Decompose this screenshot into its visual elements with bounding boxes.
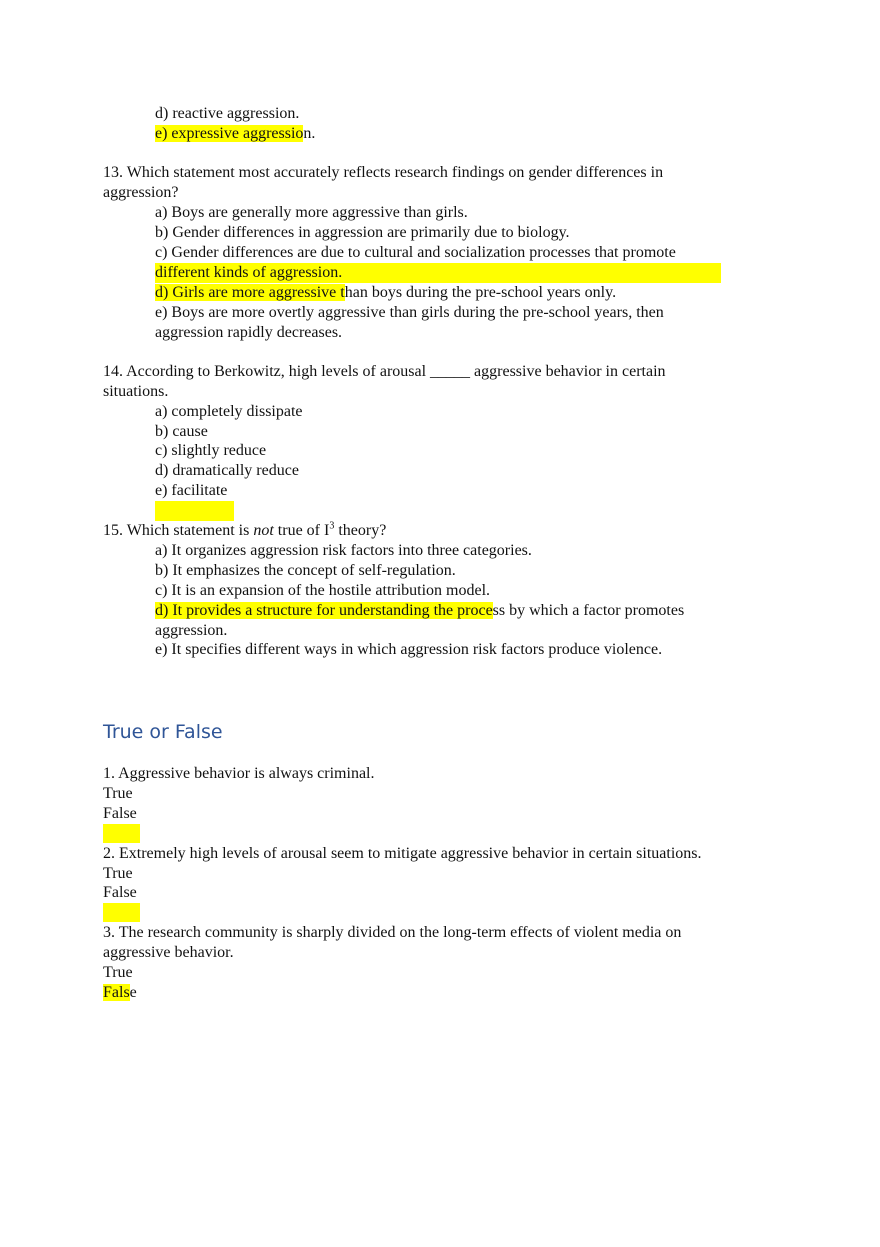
tf2-true: True [103,865,133,882]
tf2-stem: 2. Extremely high levels of arousal seem to mitigate aggressive behavior in certain situations. [103,845,702,862]
q15-option-b: b) It emphasizes the concept of self-regulation. [155,562,456,579]
q12-option-d: d) reactive aggression. [155,105,300,122]
answer-highlight: Fals [103,984,130,1001]
answer-highlight: e) expressive aggressio [155,125,304,142]
q15-option-d: d) It provides a structure for understanding the process by which a factor promotes [155,602,685,619]
q15-option-c: c) It is an expansion of the hostile attribution model. [155,582,491,599]
q14-option-d: d) dramatically reduce [155,462,299,479]
answer-highlight [155,501,234,521]
q13-option-c: c) Gender differences are due to cultural and socialization processes that promote [155,244,676,261]
q13-stem-cont: aggression? [103,184,179,201]
tf3-stem: 3. The research community is sharply divided on the long-term effects of violent media on [103,924,682,941]
q13-option-a: a) Boys are generally more aggressive than girls. [155,204,468,221]
q14-option-c: c) slightly reduce [155,442,267,459]
q14-stem: 14. According to Berkowitz, high levels of arousal _____ aggressive behavior in certain [103,363,666,380]
tf3-true: True [103,964,133,981]
q14-option-b: b) cause [155,423,208,440]
q13-option-e: e) Boys are more overtly aggressive than girls during the pre-school years, then [155,304,664,321]
answer-highlight [103,824,140,843]
tf1-false: False [103,805,137,822]
q13-option-e-cont: aggression rapidly decreases. [155,324,343,341]
q15-option-a: a) It organizes aggression risk factors into three categories. [155,542,532,559]
tf1-true: True [103,785,133,802]
q15-option-d-cont: aggression. [155,622,228,639]
q13-option-b: b) Gender differences in aggression are primarily due to biology. [155,224,570,241]
tf2-false: False [103,884,137,901]
q13-option-c-cont: different kinds of aggression. [155,264,343,281]
q12-option-e: e) expressive aggression. [155,125,316,142]
q14-option-e: e) facilitate [155,482,228,499]
tf1-stem: 1. Aggressive behavior is always criminal. [103,765,375,782]
answer-highlight: d) Girls are more aggressive t [155,284,345,301]
q13-option-d: d) Girls are more aggressive than boys during the pre-school years only. [155,284,617,301]
tf3-stem-cont: aggressive behavior. [103,944,234,961]
section-heading: True or False [103,721,223,743]
q15-option-e: e) It specifies different ways in which aggression risk factors produce violence. [155,641,663,658]
q13-stem: 13. Which statement most accurately reflects research findings on gender differences in [103,164,664,181]
q14-option-a: a) completely dissipate [155,403,303,420]
answer-highlight [103,903,140,922]
tf3-false: False [103,984,137,1001]
q15-stem: 15. Which statement is not true of $I^3$ theory? [103,520,387,539]
answer-highlight: d) It provides a structure for understanding the proce [155,602,493,619]
q14-stem-cont: situations. [103,383,169,400]
